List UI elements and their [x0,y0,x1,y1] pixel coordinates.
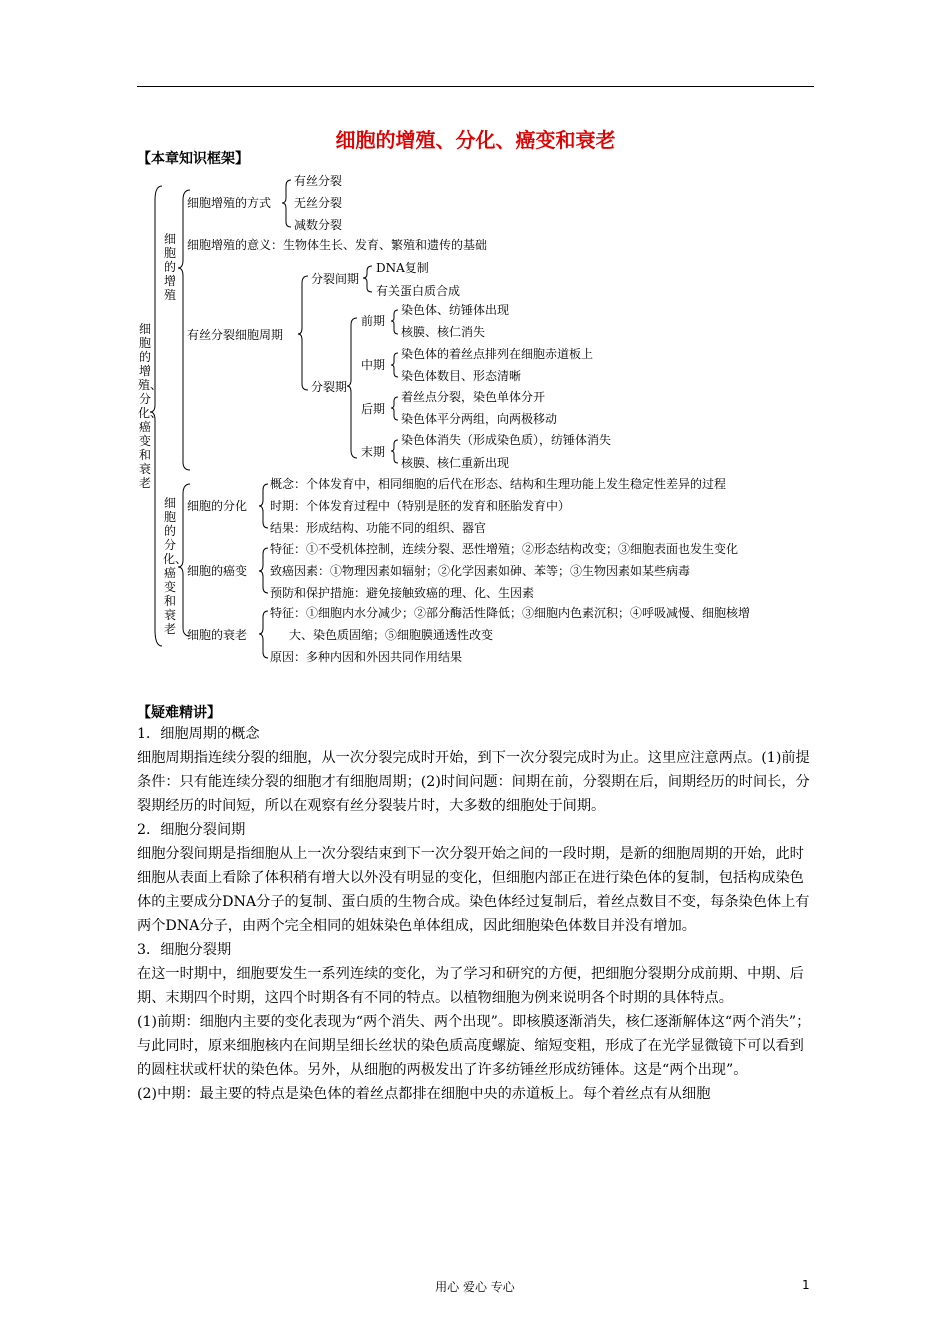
node-mitotic-cycle: 有丝分裂细胞周期 [187,328,284,342]
page-number: 1 [802,1278,810,1292]
node-prophase-2: 核膜、核仁消失 [401,325,486,339]
node-telophase-1: 染色体消失（形成染色质），纺锤体消失 [401,433,612,447]
section-heading: 2．细胞分裂间期 [137,822,246,838]
explanation-body [137,722,815,1106]
node-telophase-2: 核膜、核仁重新出现 [401,456,510,470]
node-prolif-ways: 细胞增殖的方式 [187,196,272,210]
node-cancer-prevention: 预防和保护措施：避免接触致癌的理、化、生因素 [270,586,535,600]
page-title: 细胞的增殖、分化、癌变和衰老 [335,128,616,152]
node-prophase-1: 染色体、纺锤体出现 [401,303,510,317]
node-metaphase-1: 染色体的着丝点排列在细胞赤道板上 [401,347,594,361]
node-aging-features: 特征：①细胞内水分减少；②部分酶活性降低；③细胞内色素沉积；④呼吸减慢、细胞核增 [270,606,751,620]
section-heading: 3．细胞分裂期 [137,942,232,958]
node-metaphase: 中期 [361,358,386,372]
node-aging-cause: 原因：多种内因和外因共同作用结果 [270,650,463,664]
section-text: 在这一时期中，细胞要发生一系列连续的变化，为了学习和研究的方便，把细胞分裂期分成前期、中期、后期、末期四个时期，这四个时期各有不同的特点。以植物细胞为例来说明各个时期的具体特点。 [137,966,804,1006]
mindmap-branch-differentiation: 细胞的分化、癌变和衰老 [163,496,188,636]
section-text: 细胞分裂间期是指细胞从上一次分裂结束到下一次分裂开始之间的一段时期，是新的细胞周期的开始，此时细胞从表面上看除了体积稍有增大以外没有明显的变化，但细胞内部正在进行染色体的复制，包括构成染色体的主要成分DNA分子的复制、蛋白质的生物合成。染色体经过复制后，着丝点数目不变，每条染色体上有两个DNA分子，由两个完全相同的姐妹染色单体组成，因此细胞染色体数目并没有增加。 [137,846,810,934]
node-way-mitosis: 有丝分裂 [294,174,343,188]
node-way-meiosis: 减数分裂 [294,218,343,232]
node-way-amitosis: 无丝分裂 [294,196,343,210]
node-interphase-protein: 有关蛋白质合成 [376,284,461,298]
node-telophase: 末期 [361,445,386,459]
section-text: (2)中期：最主要的特点是染色体的着丝点都排在细胞中央的赤道板上。每个着丝点有从细胞 [137,1086,711,1102]
mindmap-root: 细胞的增殖、分化、癌变和衰老 [138,322,163,490]
node-aging: 细胞的衰老 [187,628,248,642]
section-text: (1)前期：细胞内主要的变化表现为“两个消失、两个出现”。即核膜逐渐消失，核仁逐渐解体这“两个消失”；与此同时，原来细胞核内在间期呈细长丝状的染色质高度螺旋、缩短变粗，形成了在光学显微镜下可以看到的圆柱状或杆状的染色体。另外，从细胞的两极发出了许多纺锤丝形成纺锤体。这是“两个出现”。 [137,1014,811,1078]
node-aging-features-cont: 大、染色质固缩；⑤细胞膜通透性改变 [289,628,494,642]
node-interphase: 分裂间期 [311,272,360,286]
framework-heading: 【本章知识框架】 [137,151,249,167]
mindmap-branch-proliferation: 细胞的增殖 [163,232,176,302]
page-footer: 用心 爱心 专心 [435,1280,515,1294]
node-diff-result: 结果：形成结构、功能不同的组织、器官 [270,521,487,535]
node-interphase-dna: DNA复制 [376,261,429,275]
node-differentiation: 细胞的分化 [187,499,248,513]
difficult-heading: 【疑难精讲】 [137,705,221,721]
section-text: 细胞周期指连续分裂的细胞，从一次分裂完成时开始，到下一次分裂完成时为止。这里应注意两点。(1)前提条件：只有能连续分裂的细胞才有细胞周期；(2)时间问题：间期在前，分裂期在后，间期经历的时间长，分裂期经历的时间短，所以在观察有丝分裂装片时，大多数的细胞处于间期。 [137,750,810,814]
node-prolif-meaning: 细胞增殖的意义：生物体生长、发育、繁殖和遗传的基础 [187,238,488,252]
node-prophase: 前期 [361,314,386,328]
section-heading: 1．细胞周期的概念 [137,726,260,742]
node-metaphase-2: 染色体数目、形态清晰 [401,369,522,383]
node-diff-concept: 概念：个体发育中，相同细胞的后代在形态、结构和生理功能上发生稳定性差异的过程 [270,477,727,491]
node-cancer-features: 特征：①不受机体控制，连续分裂、恶性增殖；②形态结构改变；③细胞表面也发生变化 [270,542,739,556]
node-anaphase: 后期 [361,402,386,416]
node-anaphase-2: 染色体平分两组，向两极移动 [401,412,558,426]
node-division-phase: 分裂期 [311,380,348,394]
node-cancer-factors: 致癌因素：①物理因素如辐射；②化学因素如砷、苯等；③生物因素如某些病毒 [270,564,691,578]
node-anaphase-1: 着丝点分裂，染色单体分开 [401,390,546,404]
node-cancer: 细胞的癌变 [187,564,248,578]
node-diff-period: 时期：个体发育过程中（特别是胚的发育和胚胎发育中） [270,499,571,513]
